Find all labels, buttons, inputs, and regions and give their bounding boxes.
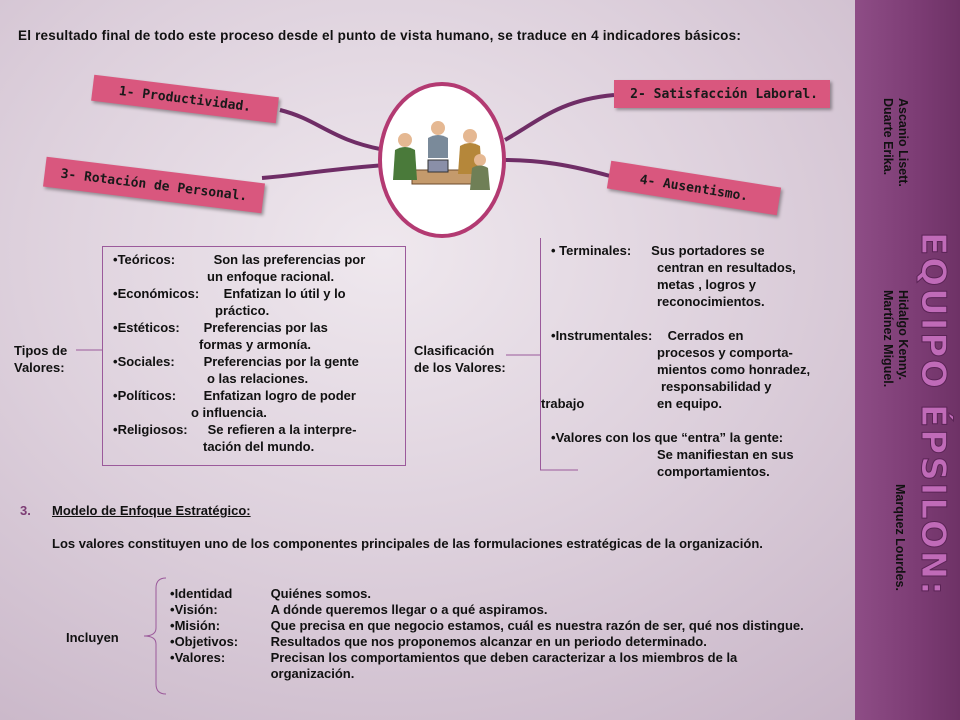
tipos-label: Tipos de Valores: — [14, 343, 68, 375]
incluyen-label: Incluyen — [66, 630, 119, 645]
clasificacion-label: Clasificación de los Valores: — [414, 343, 506, 375]
tipo-item: • Religiosos: Se refieren a la interpre- — [113, 422, 357, 437]
tipo-item: • Estéticos: Preferencias por las — [113, 320, 328, 335]
list-item: • Objetivos: Resultados que nos proponemos alcanzar en un periodo determinado. — [170, 634, 707, 649]
clasificacion-box: • Terminales: Sus portadores se centran en resultados, metas , logros y reconocimientos. • Instrumentales: Cerrados en procesos y comporta- mientos como honradez, responsabilidad y trabajo en equipo. • Valores con los que “entra” la gente: Se manifiestan en sus comportamientos. — [540, 238, 831, 470]
section-3-paragraph: Los valores constituyen uno de los componentes principales de las formulaciones estratégicas de la organización. — [52, 536, 763, 551]
list-item: • Identidad Quiénes somos. — [170, 586, 371, 601]
indicator-ausentismo: 4- Ausentismo. — [607, 161, 781, 216]
indicator-productividad: 1- Productividad. — [91, 75, 279, 123]
indicator-rotacion: 3- Rotación de Personal. — [43, 157, 265, 214]
member-col-2: Hidalgo Kenny. Martínez Miguel. — [881, 290, 910, 388]
tipos-box: • Teóricos: Son las preferencias por un enfoque racional. • Económicos: Enfatizan lo útil y lo práctico. • Estéticos: Preferencias por las formas y armonía. • Sociales: Preferencias por la gente o las relaciones. • Políticos: Enfatizan logro de poder o influencia. • Religiosos: Se refieren a la interpre- tación del mundo. — [102, 246, 406, 466]
strategic-list — [170, 586, 811, 682]
intro-text: El resultado final de todo este proceso desde el punto de vista humano, se traduce en 4 indicadores básicos: — [18, 28, 742, 43]
tipo-item: • Políticos: Enfatizan logro de poder — [113, 388, 356, 403]
list-item: • Visión: A dónde queremos llegar o a qué aspiramos. — [170, 602, 548, 617]
list-item: • Valores: Precisan los comportamientos que deben caracterizar a los miembros de la organización. — [170, 650, 738, 681]
section-3-heading: 3. Modelo de Enfoque Estratégico: — [20, 503, 251, 518]
indicator-satisfaccion: 2- Satisfacción Laboral. — [614, 80, 830, 108]
list-item: • Misión: Que precisa en que negocio estamos, cuál es nuestra razón de ser, qué nos distingue. — [170, 618, 804, 633]
tipo-item: • Teóricos: Son las preferencias por — [113, 252, 366, 267]
tipo-item: • Sociales: Preferencias por la gente — [113, 354, 359, 369]
team-title: EQUIPO ÉPSILON: — [913, 232, 953, 597]
member-col-1: Ascanio Lisett. Duarte Erika. — [881, 98, 910, 187]
member-col-3: Marquez Lourdes. — [893, 484, 907, 591]
tipo-item: • Económicos: Enfatizan lo útil y lo — [113, 286, 346, 301]
